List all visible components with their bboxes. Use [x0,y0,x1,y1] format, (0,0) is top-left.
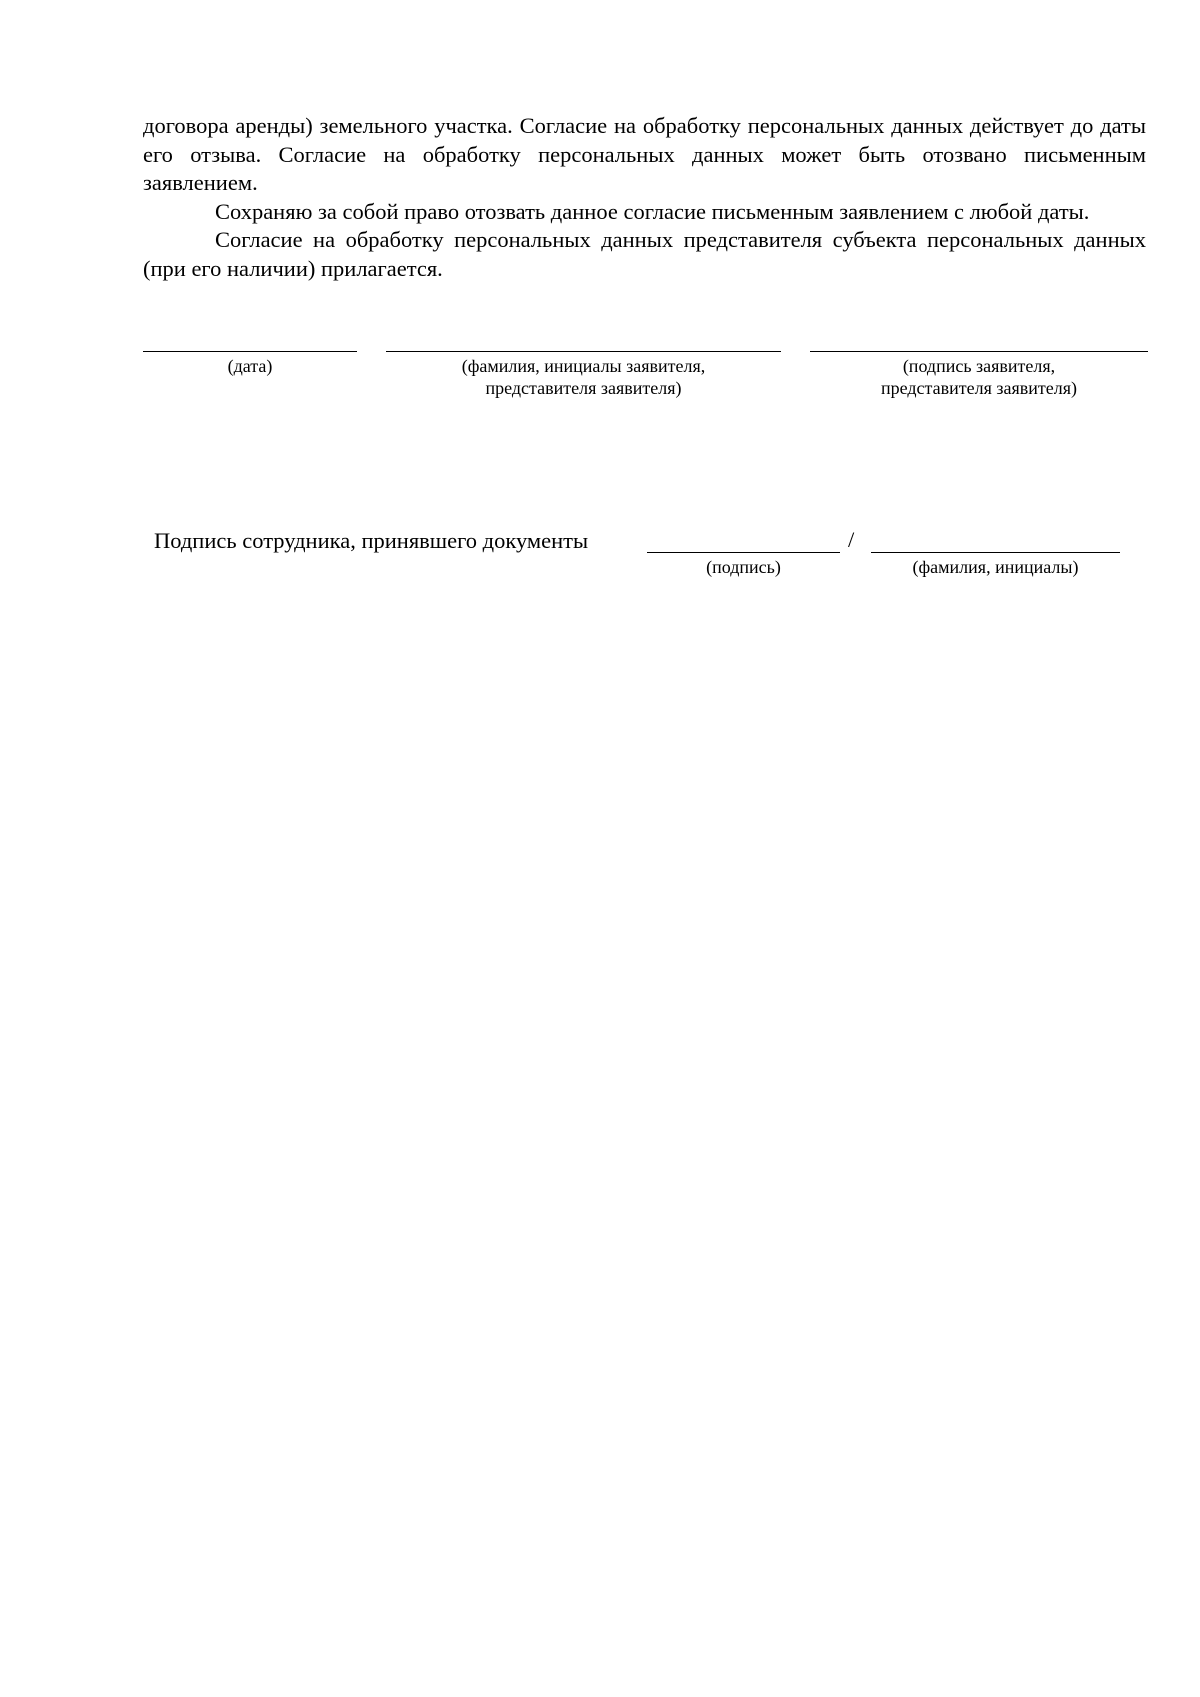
staff-name-caption: (фамилия, инициалы) [912,557,1079,577]
applicant-signature-line [810,351,1148,352]
staff-signature-field[interactable] [647,552,840,578]
paragraph-revocation-right: Сохраняю за собой право отозвать данное согласие письменным заявлением с любой даты. [215,198,1090,224]
applicant-signature-field[interactable] [810,351,1148,399]
staff-signature-caption: (подпись) [706,557,781,577]
staff-name-field[interactable] [871,552,1120,578]
applicant-name-caption: (фамилия, инициалы заявителя, представителя заявителя) [461,356,706,398]
staff-name-line [871,552,1120,553]
staff-signature-label: Подпись сотрудника, принявшего документы [154,528,589,553]
date-caption: (дата) [227,356,273,376]
consent-text [143,112,1146,283]
date-line [143,351,357,352]
staff-separator: / [848,527,855,552]
applicant-signature-caption: (подпись заявителя, представителя заявителя) [881,356,1077,398]
paragraph-consent-validity: договора аренды) земельного участка. Согласие на обработку персональных данных действует до даты его отзыва. Согласие на обработку персональных данных может быть отозвано письменным заявлением. [143,113,1146,195]
applicant-name-line [386,351,781,352]
paragraph-representative-consent: Согласие на обработку персональных данных представителя субъекта персональных данных (при его наличии) прилагается. [143,227,1146,281]
applicant-name-field[interactable] [386,351,781,399]
staff-signature-line [647,552,840,553]
date-field[interactable] [143,351,357,377]
